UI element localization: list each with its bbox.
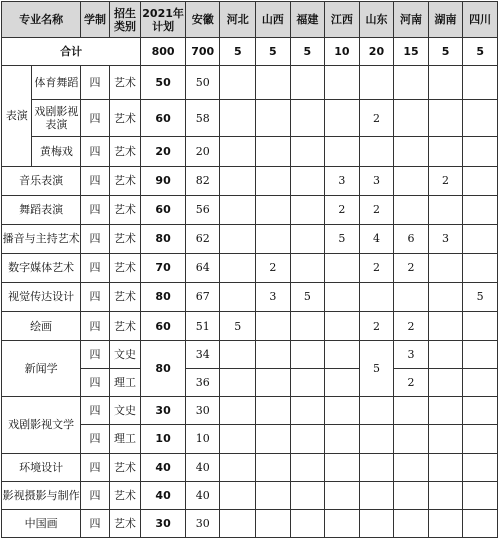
cell-fujian xyxy=(290,341,325,369)
cell-plan: 60 xyxy=(141,195,186,224)
cell-henan: 3 xyxy=(394,341,429,369)
cell-anhui: 10 xyxy=(185,425,220,453)
total-fujian: 5 xyxy=(290,38,325,66)
cell-sichuan xyxy=(463,137,498,166)
table-row xyxy=(2,253,498,282)
cell-anhui: 82 xyxy=(185,166,220,195)
cell-shandong: 4 xyxy=(359,224,394,253)
cell-anhui: 36 xyxy=(185,369,220,397)
cell-hunan xyxy=(428,282,463,311)
cell-duration: 四 xyxy=(81,397,109,425)
cell-category: 艺术 xyxy=(109,195,141,224)
table-row xyxy=(2,312,498,341)
cell-jiangxi xyxy=(325,425,360,453)
cell-sichuan xyxy=(463,397,498,425)
cell-henan xyxy=(394,282,429,311)
cell-jiangxi: 5 xyxy=(325,224,360,253)
cell-shandong xyxy=(359,453,394,481)
cell-major: 中国画 xyxy=(2,509,81,537)
cell-plan: 80 xyxy=(141,224,186,253)
cell-henan xyxy=(394,100,429,137)
cell-shanxi xyxy=(256,195,291,224)
cell-hunan xyxy=(428,425,463,453)
cell-shandong xyxy=(359,425,394,453)
enrollment-plan-table xyxy=(1,1,498,538)
table-row xyxy=(2,509,498,537)
cell-hebei xyxy=(220,282,256,311)
cell-fujian xyxy=(290,425,325,453)
header-row xyxy=(2,2,498,38)
cell-henan xyxy=(394,425,429,453)
cell-fujian xyxy=(290,397,325,425)
cell-shanxi xyxy=(256,509,291,537)
cell-hunan xyxy=(428,341,463,369)
cell-hebei xyxy=(220,509,256,537)
cell-duration: 四 xyxy=(81,425,109,453)
cell-sichuan xyxy=(463,253,498,282)
cell-duration: 四 xyxy=(81,453,109,481)
cell-major: 视觉传达设计 xyxy=(2,282,81,311)
cell-category: 艺术 xyxy=(109,166,141,195)
cell-henan: 2 xyxy=(394,369,429,397)
cell-shanxi: 3 xyxy=(256,282,291,311)
cell-hebei xyxy=(220,100,256,137)
cell-jiangxi xyxy=(325,137,360,166)
total-label: 合计 xyxy=(2,38,141,66)
cell-fujian xyxy=(290,312,325,341)
cell-plan: 60 xyxy=(141,100,186,137)
cell-fujian xyxy=(290,166,325,195)
cell-hebei xyxy=(220,137,256,166)
cell-hunan xyxy=(428,369,463,397)
cell-henan xyxy=(394,509,429,537)
cell-jiangxi xyxy=(325,369,360,397)
cell-sichuan: 5 xyxy=(463,282,498,311)
header-anhui: 安徽 xyxy=(185,2,220,38)
cell-shandong: 2 xyxy=(359,195,394,224)
cell-jiangxi xyxy=(325,312,360,341)
cell-hunan xyxy=(428,195,463,224)
cell-jiangxi xyxy=(325,509,360,537)
cell-anhui: 40 xyxy=(185,481,220,509)
cell-hunan: 2 xyxy=(428,166,463,195)
cell-plan: 20 xyxy=(141,137,186,166)
cell-jiangxi xyxy=(325,100,360,137)
cell-sichuan xyxy=(463,195,498,224)
cell-major: 绘画 xyxy=(2,312,81,341)
cell-duration: 四 xyxy=(81,341,109,369)
table-row xyxy=(2,481,498,509)
cell-hunan xyxy=(428,66,463,100)
group-label-journalism: 新闻学 xyxy=(2,341,81,397)
cell-anhui: 56 xyxy=(185,195,220,224)
cell-category: 艺术 xyxy=(109,224,141,253)
cell-shandong xyxy=(359,282,394,311)
header-hebei: 河北 xyxy=(220,2,256,38)
cell-plan: 90 xyxy=(141,166,186,195)
total-sichuan: 5 xyxy=(463,38,498,66)
cell-plan: 30 xyxy=(141,397,186,425)
cell-sichuan xyxy=(463,100,498,137)
cell-category: 文史 xyxy=(109,341,141,369)
cell-fujian xyxy=(290,137,325,166)
cell-hebei xyxy=(220,166,256,195)
cell-category: 艺术 xyxy=(109,66,141,100)
cell-major: 戏剧影视表演 xyxy=(32,100,81,137)
cell-duration: 四 xyxy=(81,312,109,341)
cell-shandong: 3 xyxy=(359,166,394,195)
cell-hebei xyxy=(220,224,256,253)
cell-shanxi xyxy=(256,166,291,195)
cell-shanxi xyxy=(256,66,291,100)
cell-category: 艺术 xyxy=(109,481,141,509)
cell-duration: 四 xyxy=(81,282,109,311)
header-henan: 河南 xyxy=(394,2,429,38)
cell-duration: 四 xyxy=(81,100,109,137)
cell-shanxi xyxy=(256,397,291,425)
cell-hebei xyxy=(220,341,256,369)
cell-sichuan xyxy=(463,369,498,397)
cell-anhui: 67 xyxy=(185,282,220,311)
cell-jiangxi xyxy=(325,282,360,311)
cell-duration: 四 xyxy=(81,195,109,224)
cell-plan: 70 xyxy=(141,253,186,282)
cell-duration: 四 xyxy=(81,481,109,509)
cell-plan: 80 xyxy=(141,341,186,397)
header-duration: 学制 xyxy=(81,2,109,38)
cell-sichuan xyxy=(463,312,498,341)
cell-major: 环境设计 xyxy=(2,453,81,481)
cell-hunan xyxy=(428,137,463,166)
cell-henan xyxy=(394,195,429,224)
header-shanxi: 山西 xyxy=(256,2,291,38)
group-label-drama-literature: 戏剧影视文学 xyxy=(2,397,81,453)
total-henan: 15 xyxy=(394,38,429,66)
cell-anhui: 34 xyxy=(185,341,220,369)
cell-plan: 80 xyxy=(141,282,186,311)
cell-duration: 四 xyxy=(81,137,109,166)
cell-anhui: 62 xyxy=(185,224,220,253)
cell-major: 舞蹈表演 xyxy=(2,195,81,224)
cell-category: 艺术 xyxy=(109,282,141,311)
cell-duration: 四 xyxy=(81,66,109,100)
cell-shanxi xyxy=(256,100,291,137)
cell-shandong xyxy=(359,481,394,509)
table-row xyxy=(2,166,498,195)
cell-shandong: 5 xyxy=(359,341,394,397)
cell-fujian xyxy=(290,481,325,509)
cell-anhui: 40 xyxy=(185,453,220,481)
cell-sichuan xyxy=(463,66,498,100)
cell-duration: 四 xyxy=(81,509,109,537)
cell-fujian xyxy=(290,509,325,537)
total-plan: 800 xyxy=(141,38,186,66)
cell-hebei xyxy=(220,425,256,453)
cell-henan: 2 xyxy=(394,253,429,282)
cell-plan: 50 xyxy=(141,66,186,100)
cell-plan: 40 xyxy=(141,481,186,509)
cell-jiangxi: 2 xyxy=(325,195,360,224)
cell-jiangxi xyxy=(325,397,360,425)
cell-hunan: 3 xyxy=(428,224,463,253)
cell-hunan xyxy=(428,100,463,137)
table-row xyxy=(2,282,498,311)
total-hunan: 5 xyxy=(428,38,463,66)
cell-sichuan xyxy=(463,453,498,481)
cell-shanxi xyxy=(256,369,291,397)
cell-major: 播音与主持艺术 xyxy=(2,224,81,253)
cell-duration: 四 xyxy=(81,369,109,397)
table-row xyxy=(2,224,498,253)
header-sichuan: 四川 xyxy=(463,2,498,38)
cell-category: 艺术 xyxy=(109,137,141,166)
cell-henan: 2 xyxy=(394,312,429,341)
cell-duration: 四 xyxy=(81,166,109,195)
table-row xyxy=(2,66,498,100)
cell-shandong: 2 xyxy=(359,253,394,282)
cell-category: 艺术 xyxy=(109,253,141,282)
cell-sichuan xyxy=(463,224,498,253)
table-row xyxy=(2,137,498,166)
cell-fujian xyxy=(290,100,325,137)
cell-fujian xyxy=(290,453,325,481)
cell-jiangxi: 3 xyxy=(325,166,360,195)
total-jiangxi: 10 xyxy=(325,38,360,66)
cell-major: 音乐表演 xyxy=(2,166,81,195)
header-jiangxi: 江西 xyxy=(325,2,360,38)
cell-henan xyxy=(394,397,429,425)
cell-category: 艺术 xyxy=(109,509,141,537)
table-row xyxy=(2,341,498,369)
cell-shandong xyxy=(359,509,394,537)
cell-sichuan xyxy=(463,481,498,509)
table-row xyxy=(2,397,498,425)
cell-henan xyxy=(394,453,429,481)
cell-sichuan xyxy=(463,341,498,369)
cell-plan: 10 xyxy=(141,425,186,453)
total-anhui: 700 xyxy=(185,38,220,66)
cell-henan xyxy=(394,137,429,166)
cell-plan: 60 xyxy=(141,312,186,341)
cell-henan xyxy=(394,481,429,509)
header-fujian: 福建 xyxy=(290,2,325,38)
total-shandong: 20 xyxy=(359,38,394,66)
cell-anhui: 30 xyxy=(185,509,220,537)
table-row xyxy=(2,453,498,481)
cell-hunan xyxy=(428,509,463,537)
cell-plan: 30 xyxy=(141,509,186,537)
cell-jiangxi xyxy=(325,66,360,100)
cell-major: 数字媒体艺术 xyxy=(2,253,81,282)
cell-henan xyxy=(394,66,429,100)
cell-duration: 四 xyxy=(81,224,109,253)
cell-shandong: 2 xyxy=(359,100,394,137)
cell-category: 文史 xyxy=(109,397,141,425)
cell-henan xyxy=(394,166,429,195)
cell-fujian xyxy=(290,224,325,253)
cell-shanxi xyxy=(256,312,291,341)
cell-shandong xyxy=(359,397,394,425)
cell-shanxi xyxy=(256,453,291,481)
header-major: 专业名称 xyxy=(2,2,81,38)
cell-major: 影视摄影与制作 xyxy=(2,481,81,509)
cell-anhui: 64 xyxy=(185,253,220,282)
header-hunan: 湖南 xyxy=(428,2,463,38)
cell-hebei xyxy=(220,369,256,397)
table-row xyxy=(2,100,498,137)
cell-hebei xyxy=(220,66,256,100)
total-row xyxy=(2,38,498,66)
cell-category: 艺术 xyxy=(109,453,141,481)
cell-shandong: 2 xyxy=(359,312,394,341)
cell-shanxi xyxy=(256,224,291,253)
total-shanxi: 5 xyxy=(256,38,291,66)
cell-henan: 6 xyxy=(394,224,429,253)
cell-duration: 四 xyxy=(81,253,109,282)
cell-anhui: 51 xyxy=(185,312,220,341)
cell-hebei xyxy=(220,253,256,282)
cell-shandong xyxy=(359,137,394,166)
cell-shanxi xyxy=(256,425,291,453)
cell-shandong xyxy=(359,66,394,100)
cell-fujian xyxy=(290,66,325,100)
cell-sichuan xyxy=(463,509,498,537)
cell-hebei xyxy=(220,481,256,509)
cell-jiangxi xyxy=(325,453,360,481)
header-category: 招生类别 xyxy=(109,2,141,38)
cell-hebei xyxy=(220,453,256,481)
cell-plan: 40 xyxy=(141,453,186,481)
cell-jiangxi xyxy=(325,341,360,369)
cell-jiangxi xyxy=(325,481,360,509)
cell-anhui: 58 xyxy=(185,100,220,137)
header-shandong: 山东 xyxy=(359,2,394,38)
cell-shanxi xyxy=(256,481,291,509)
cell-anhui: 30 xyxy=(185,397,220,425)
cell-fujian xyxy=(290,195,325,224)
group-label-performance: 表演 xyxy=(2,66,32,166)
cell-sichuan xyxy=(463,166,498,195)
cell-hunan xyxy=(428,453,463,481)
cell-hebei xyxy=(220,397,256,425)
cell-category: 艺术 xyxy=(109,100,141,137)
table-row xyxy=(2,195,498,224)
cell-category: 理工 xyxy=(109,425,141,453)
cell-hunan xyxy=(428,253,463,282)
cell-fujian: 5 xyxy=(290,282,325,311)
cell-shanxi xyxy=(256,341,291,369)
cell-hebei xyxy=(220,195,256,224)
cell-sichuan xyxy=(463,425,498,453)
cell-category: 理工 xyxy=(109,369,141,397)
cell-shanxi xyxy=(256,137,291,166)
cell-fujian xyxy=(290,253,325,282)
cell-hunan xyxy=(428,312,463,341)
header-plan-2021: 2021年计划 xyxy=(141,2,186,38)
cell-shanxi: 2 xyxy=(256,253,291,282)
cell-anhui: 50 xyxy=(185,66,220,100)
cell-hunan xyxy=(428,481,463,509)
total-hebei: 5 xyxy=(220,38,256,66)
cell-fujian xyxy=(290,369,325,397)
cell-category: 艺术 xyxy=(109,312,141,341)
cell-hunan xyxy=(428,397,463,425)
cell-major: 黄梅戏 xyxy=(32,137,81,166)
cell-jiangxi xyxy=(325,253,360,282)
cell-hebei: 5 xyxy=(220,312,256,341)
cell-major: 体育舞蹈 xyxy=(32,66,81,100)
cell-anhui: 20 xyxy=(185,137,220,166)
